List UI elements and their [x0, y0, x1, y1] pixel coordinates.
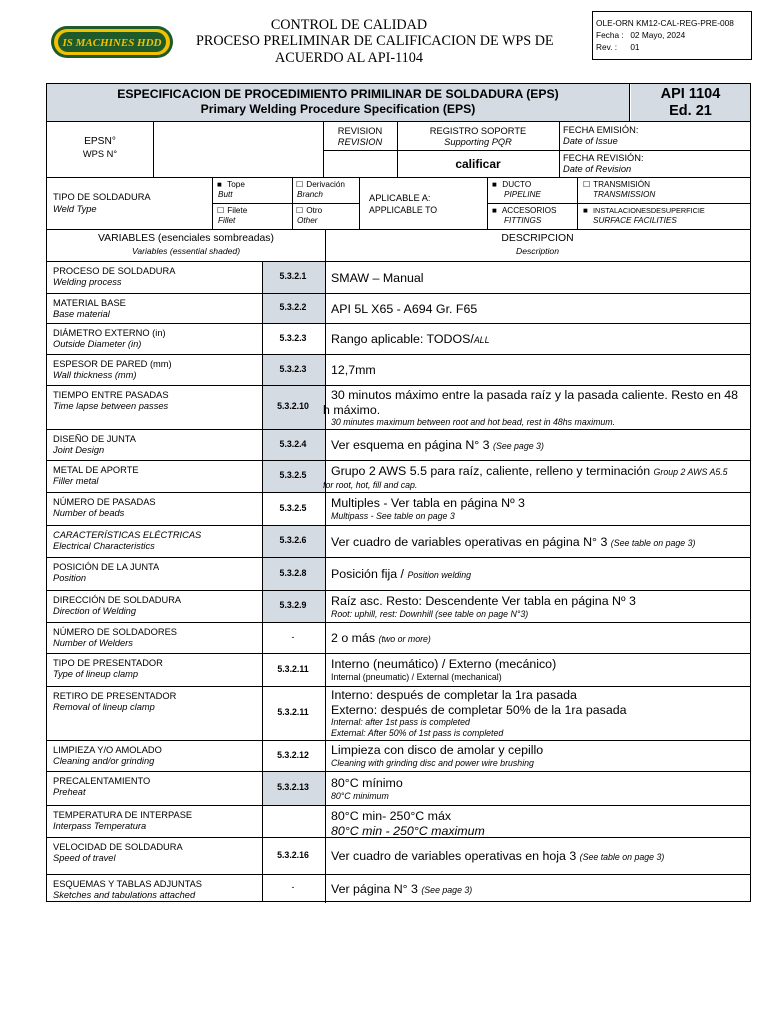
row-divider [47, 805, 750, 806]
title-line: PROCESO PRELIMINAR DE CALIFICACION DE WPS DE [196, 33, 554, 50]
description-text: Ver página N° 3 [331, 882, 422, 896]
section-code: 5.3.2.16 [277, 849, 309, 860]
eps-form [46, 83, 751, 902]
row-divider [47, 653, 750, 654]
description-text: 30 minutos máximo entre la pasada raíz y la pasada caliente. Resto en 48 [331, 388, 739, 402]
option-label-en: TRANSMISSION [593, 190, 656, 199]
option-instalaciones[interactable] [583, 206, 705, 226]
option-label: Filete [227, 206, 248, 215]
option-label: Derivación [306, 180, 345, 189]
row-divider [47, 460, 750, 461]
description-inline-en: Group 2 AWS A5.5 [653, 467, 728, 477]
api-edition: Ed. 21 [669, 103, 712, 119]
column-divider [262, 460, 263, 492]
description-main [331, 882, 751, 898]
section-code: 5.3.2.3 [279, 332, 307, 343]
variable-label [53, 810, 192, 832]
description-main [331, 849, 751, 865]
variable-label-es: ESQUEMAS Y TABLAS ADJUNTAS [53, 879, 202, 889]
description-sub-en: Root: uphill, rest: Downhill (see table on page N°3) [331, 608, 529, 619]
variable-label-en: Wall thickness (mm) [53, 370, 137, 380]
variable-description[interactable] [323, 388, 751, 428]
row-divider [47, 385, 750, 386]
variable-label [53, 328, 166, 350]
variable-label-es: PRECALENTAMIENTO [53, 776, 151, 786]
variables-header: VARIABLES (esenciales sombreadas) [98, 233, 274, 244]
empty-box-icon: ☐ [296, 206, 304, 215]
column-divider [262, 653, 263, 686]
variable-label [53, 266, 175, 288]
option-label-en: Branch [297, 190, 323, 199]
variable-label [53, 359, 172, 381]
column-divider [262, 590, 263, 622]
description-sub-en: 30 minutes maximum between root and hot bead, rest in 48hs maximum. [331, 417, 616, 427]
description-text: Posición fija / [331, 567, 408, 581]
variable-description[interactable] [331, 363, 751, 378]
variable-description[interactable] [331, 302, 751, 317]
variable-label-en: Base material [53, 309, 110, 319]
option-label: INSTALACIONESDESUPERFICIE [593, 206, 705, 215]
variable-label-es: TIPO DE PRESENTADOR [53, 658, 163, 668]
variable-description[interactable] [331, 809, 751, 838]
rev-value: 01 [630, 42, 640, 52]
variable-description[interactable] [331, 594, 751, 619]
description-text: 80°C mínimo [331, 776, 403, 790]
tipo-soldadura-label: TIPO DE SOLDADURA [53, 192, 151, 202]
row-divider [47, 686, 750, 687]
variable-label-es: NÚMERO DE PASADAS [53, 497, 156, 507]
section-code: 5.3.2.8 [279, 567, 307, 578]
variable-label-en: Joint Design [53, 445, 105, 455]
checked-box-icon: ■ [492, 206, 497, 215]
variable-label-es: NÚMERO DE SOLDADORES [53, 627, 177, 637]
variable-description[interactable] [331, 882, 751, 898]
variable-label [53, 298, 126, 320]
option-label-en: Other [297, 216, 318, 225]
variable-label-es: PROCESO DE SOLDADURA [53, 266, 176, 276]
variable-label [53, 842, 183, 864]
description-text: 2 o más [331, 631, 379, 645]
section-code: 5.3.2.5 [279, 470, 307, 480]
variable-description[interactable] [331, 776, 751, 801]
section-code: 5.3.2.10 [277, 401, 309, 411]
column-divider [262, 837, 263, 874]
row-divider [47, 740, 750, 741]
variable-label-en: Time lapse between passes [53, 401, 169, 411]
variable-label-es: TEMPERATURA DE INTERPASE [53, 810, 193, 820]
variable-description[interactable] [331, 631, 751, 647]
row-divider [47, 622, 750, 623]
company-logo [50, 24, 174, 60]
wps-label: WPS N° [82, 149, 118, 159]
title-line: CONTROL DE CALIDAD [270, 17, 428, 33]
description-sub-en: for root, hot, fill and cap. [323, 479, 418, 490]
column-divider [262, 429, 263, 460]
row-divider [47, 323, 750, 324]
variable-description[interactable] [331, 743, 751, 768]
section-code: 5.3.2.9 [279, 600, 307, 610]
description-text: 80°C min- 250°C máx [331, 809, 452, 823]
variable-label-en: Electrical Characteristics [53, 541, 155, 551]
description-main [331, 496, 751, 511]
description-main [331, 631, 751, 647]
variable-label [53, 465, 139, 487]
option-label-en: SURFACE FACILITIES [593, 216, 677, 225]
variable-label-en: Cleaning and/or grinding [53, 756, 155, 766]
variable-label [53, 658, 163, 680]
variable-label-es: RETIRO DE PRESENTADOR [53, 691, 177, 701]
fecha-label: Fecha : [596, 30, 624, 40]
option-label: ACCESORIOS [501, 206, 557, 215]
column-divider [262, 874, 263, 902]
option-label-en: PIPELINE [504, 190, 541, 199]
fecha-value: 02 Mayo, 2024 [630, 30, 686, 40]
variable-description[interactable] [331, 332, 751, 348]
rev-label: Rev. : [596, 42, 618, 52]
description-main [331, 657, 751, 672]
variable-description[interactable] [331, 849, 751, 865]
description-sub-en: Internal: after 1st pass is completed [331, 717, 470, 727]
variable-description[interactable] [323, 464, 751, 490]
api-standard: API 1104 [660, 86, 721, 102]
description-text: Rango aplicable: TODOS/ [331, 332, 474, 346]
description-inline-en: ALL [473, 335, 490, 345]
option-label: DUCTO [502, 180, 532, 189]
description-sub-en: Multipass - See table on page 3 [331, 510, 455, 521]
description-main [331, 776, 751, 791]
description-main-line2: Externo: después de completar 50% de la 1ra pasada [331, 702, 627, 717]
variable-label-es: MATERIAL BASE [53, 298, 126, 308]
column-divider [262, 805, 263, 837]
description-inline-en: (two or more) [378, 634, 431, 644]
row-divider [47, 429, 750, 430]
aplicable-label: APLICABLE A: [369, 193, 431, 203]
description-main [331, 302, 751, 317]
section-code: 5.3.2.12 [277, 749, 309, 760]
variable-label-es: METAL DE APORTE [53, 465, 139, 475]
variable-label-es: DISEÑO DE JUNTA [53, 434, 136, 444]
row-divider [47, 874, 750, 875]
section-code: - [291, 882, 295, 892]
column-divider [262, 385, 263, 429]
description-sub-en: Internal (pneumatic) / External (mechanical) [331, 671, 502, 682]
section-code: 5.3.2.5 [279, 502, 307, 513]
section-code: 5.3.2.11 [277, 663, 309, 674]
description-sub-en-line2: External: After 50% of 1st pass is completed [331, 727, 504, 738]
section-code: 5.3.2.13 [277, 782, 309, 792]
variable-label [53, 390, 169, 412]
checked-box-icon: ■ [492, 180, 497, 189]
option-derivacion[interactable] [296, 180, 345, 200]
description-text: 12,7mm [331, 363, 376, 377]
description-text: Multiples - Ver tabla en página Nº 3 [331, 496, 525, 510]
variable-label-es: CARACTERÍSTICAS ELÉCTRICAS [53, 530, 202, 540]
description-inline-en: (See page 3) [493, 441, 544, 451]
description-text: Limpieza con disco de amolar y cepillo [331, 743, 544, 757]
section-code: 5.3.2.1 [279, 271, 307, 281]
descripcion-header: DESCRIPCION [501, 233, 574, 244]
section-code: 5.3.2.11 [277, 707, 309, 717]
option-label: Otro [306, 206, 323, 215]
column-divider [262, 622, 263, 653]
option-ducto[interactable] [492, 180, 541, 200]
variable-description[interactable] [331, 496, 751, 521]
document-info-box [592, 11, 752, 60]
variable-label-es: VELOCIDAD DE SOLDADURA [53, 842, 183, 852]
descripcion-header-en: Description [516, 246, 559, 256]
column-divider [262, 492, 263, 525]
column-divider [262, 354, 263, 385]
description-text: API 5L X65 - A694 Gr. F65 [331, 302, 478, 316]
variable-label-es: ESPESOR DE PARED (mm) [53, 359, 172, 369]
variable-label [53, 562, 159, 584]
registro-label: REGISTRO SOPORTE [429, 126, 527, 136]
row-divider [47, 492, 750, 493]
row-divider [47, 837, 750, 838]
variable-description[interactable] [331, 438, 751, 454]
variable-label [53, 776, 150, 798]
variable-label [53, 745, 162, 767]
description-text: SMAW – Manual [331, 271, 424, 285]
variable-label-es: DIÁMETRO EXTERNO (in) [53, 328, 166, 338]
description-main-line2: h máximo. [323, 402, 381, 417]
document-title [196, 17, 554, 66]
variable-label [53, 595, 181, 617]
description-inline-en: (See table on page 3) [579, 852, 665, 862]
form-title-es: ESPECIFICACION DE PROCEDIMIENTO PRIMILINAR DE SOLDADURA (EPS) [117, 87, 559, 101]
variable-label-es: DIRECCIÓN DE SOLDADURA [53, 595, 182, 605]
variable-label [53, 691, 176, 713]
revision-label-en: REVISION [337, 137, 383, 147]
row-divider [47, 293, 750, 294]
aplicable-label-en: APPLICABLE TO [369, 205, 438, 215]
epsn-label: EPSN° [84, 136, 116, 147]
description-main [331, 438, 751, 454]
variable-label-en: Type of lineup clamp [53, 669, 139, 679]
checked-box-icon: ■ [583, 206, 588, 215]
option-label-en: Butt [218, 190, 233, 199]
column-divider [262, 557, 263, 590]
description-text: Interno: después de completar la 1ra pasada [331, 688, 577, 702]
variable-label-en: Removal of lineup clamp [53, 702, 155, 712]
document-header [46, 10, 751, 74]
variable-label-en: Sketches and tabulations attached [53, 890, 196, 900]
empty-box-icon: ☐ [296, 180, 304, 189]
fecha-revision-label: FECHA REVISIÓN: [563, 153, 644, 163]
variable-label [53, 627, 177, 649]
option-accesorios[interactable] [492, 206, 556, 226]
option-otro[interactable] [296, 206, 322, 226]
description-main [331, 535, 751, 551]
variable-label [53, 879, 202, 901]
description-main [331, 464, 751, 480]
variable-label-en: Filler metal [53, 476, 99, 486]
variable-label [53, 434, 136, 456]
column-divider [262, 261, 263, 293]
description-main-line2: 80°C min - 250°C maximum [331, 823, 485, 838]
registro-label-en: Supporting PQR [444, 137, 512, 147]
description-text: Ver cuadro de variables operativas en hoja 3 [331, 849, 580, 863]
section-code: 5.3.2.3 [279, 363, 307, 374]
logo-text: IS MACHINES HDD [62, 37, 162, 49]
section-code: - [291, 631, 295, 642]
column-divider [262, 323, 263, 354]
option-filete[interactable] [217, 206, 247, 226]
fecha-emision-en: Date of Issue [563, 136, 618, 146]
column-divider [262, 740, 263, 771]
column-divider [262, 293, 263, 323]
section-code: 5.3.2.2 [279, 302, 307, 312]
variable-label-en: Direction of Welding [53, 606, 137, 616]
epsn-value-field[interactable] [154, 122, 323, 176]
description-main [331, 271, 751, 286]
description-sub-en: Cleaning with grinding disc and power wire brushing [331, 757, 534, 768]
variable-description[interactable] [331, 657, 751, 682]
variable-label-en: Interpass Temperatura [53, 821, 147, 831]
variable-description[interactable] [331, 567, 751, 583]
variable-label-en: Position [53, 573, 87, 583]
option-tope[interactable] [217, 180, 245, 200]
form-title-en: Primary Welding Procedure Specification (EPS) [200, 102, 476, 116]
section-code: 5.3.2.4 [279, 438, 307, 449]
column-divider [262, 771, 263, 805]
description-main [331, 594, 751, 609]
row-divider [47, 557, 750, 558]
revision-label: REVISION [337, 126, 383, 136]
empty-box-icon: ☐ [217, 206, 225, 215]
option-label: Tope [227, 180, 245, 189]
variable-label-es: TIEMPO ENTRE PASADAS [53, 390, 169, 400]
variable-label-es: POSICIÓN DE LA JUNTA [53, 562, 160, 572]
description-main [331, 388, 751, 403]
calificar-value: calificar [455, 157, 501, 171]
row-divider [47, 354, 750, 355]
description-text: Raíz asc. Resto: Descendente Ver tabla en página Nº 3 [331, 594, 636, 608]
variable-label [53, 497, 156, 519]
variable-label [53, 530, 201, 552]
checked-box-icon: ■ [217, 180, 222, 189]
tipo-soldadura-en: Weld Type [53, 204, 97, 214]
variable-label-es: LIMPIEZA Y/O AMOLADO [53, 745, 162, 755]
option-label: TRANSMISIÓN [593, 180, 651, 189]
title-line: ACUERDO AL API-1104 [275, 49, 423, 66]
option-label-en: FITTINGS [504, 216, 542, 225]
description-main [331, 332, 751, 348]
variable-label-en: Speed of travel [53, 853, 116, 863]
description-text: Ver cuadro de variables operativas en página N° 3 [331, 535, 611, 549]
description-inline-en: (See table on page 3) [610, 538, 696, 548]
fecha-revision-en: Date of Revision [563, 164, 632, 174]
variable-label-en: Number of Welders [53, 638, 133, 648]
description-text: Interno (neumático) / Externo (mecánico) [331, 657, 557, 671]
description-main [331, 809, 751, 824]
variable-label-en: Preheat [53, 787, 86, 797]
row-divider [47, 590, 750, 591]
row-divider [47, 525, 750, 526]
description-main [331, 688, 751, 703]
column-divider [262, 686, 263, 740]
description-main [331, 743, 751, 758]
description-main [331, 567, 751, 583]
variable-description[interactable] [331, 688, 751, 738]
column-divider [262, 525, 263, 557]
description-inline-en: Position welding [407, 570, 472, 580]
description-main [331, 363, 751, 378]
variables-header-en: Variables (essential shaded) [131, 246, 241, 256]
description-text: Grupo 2 AWS 5.5 para raíz, caliente, relleno y terminación [331, 464, 654, 478]
row-divider [47, 771, 750, 772]
option-transmision[interactable] [583, 180, 655, 200]
variable-description[interactable] [331, 535, 751, 551]
variable-label-en: Welding process [53, 277, 122, 287]
doc-code: OLE-ORN KM12-CAL-REG-PRE-008 [596, 18, 734, 28]
variable-description[interactable] [331, 271, 751, 286]
description-text: Ver esquema en página N° 3 [331, 438, 494, 452]
variable-label-en: Number of beads [53, 508, 125, 518]
option-label-en: Fillet [218, 216, 236, 225]
fecha-emision-label: FECHA EMISIÓN: [563, 125, 639, 135]
variable-label-en: Outside Diameter (in) [53, 339, 142, 349]
empty-box-icon: ☐ [583, 180, 591, 189]
description-inline-en: (See page 3) [421, 885, 473, 895]
section-code: 5.3.2.6 [279, 535, 307, 545]
description-sub-en: 80°C minimum [331, 790, 389, 801]
